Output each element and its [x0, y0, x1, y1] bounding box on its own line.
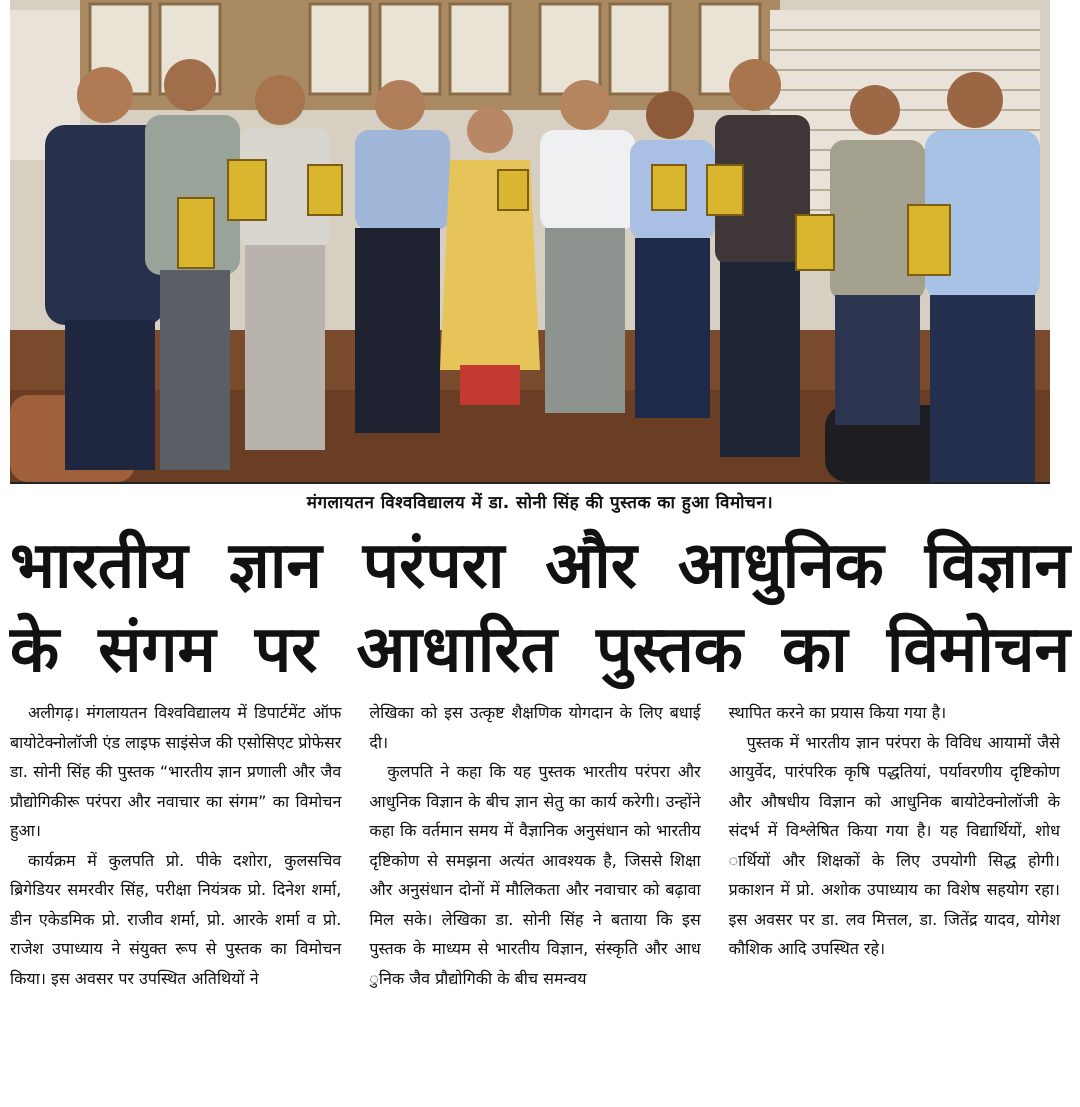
column-3: [729, 698, 1060, 1103]
article-body: [10, 698, 1060, 1103]
paragraph: कार्यक्रम में कुलपति प्रो. पीके दशोरा, कुलसचिव ब्रिगेडियर समरवीर सिंह, परीक्षा नियंत्रक प्रो. दिनेश शर्मा, डीन एकेडमिक प्रो. राजीव शर्मा, प्रो. आरके शर्मा व प्रो. राजेश उपाध्याय ने संयुक्त रूप से पुस्तक का विमोचन किया। इस अवसर पर उपस्थित अतिथियों ने: [10, 850, 342, 988]
paragraph: लेखिका को इस उत्कृष्ट शैक्षणिक योगदान के लिए बधाई दी।: [369, 703, 701, 752]
headline-line-2: के संगम पर आधारित पुस्तक का विमोचन: [10, 613, 1070, 687]
paragraph: कुलपति ने कहा कि यह पुस्तक भारतीय परंपरा और आधुनिक विज्ञान के बीच ज्ञान सेतु का कार्य करेगी। उन्होंने कहा कि वर्तमान समय में वैज्ञानिक अनुसंधान को भारतीय दृष्टिकोण से समझना अत्यंत आवश्यक है, जिससे शिक्षा और अनुसंधान दोनों में मौलिकता और नवाचार को बढ़ावा मिल सके। लेखिका डा. सोनी सिंह ने बताया कि इस पुस्तक के माध्यम से भारतीय विज्ञान, संस्कृति और आध ुनिक जैव प्रौद्योगिकी के बीच समन्वय: [369, 762, 701, 988]
headline: [10, 524, 1070, 692]
paragraph: स्थापित करने का प्रयास किया गया है।: [728, 703, 947, 722]
headline-line-1: भारतीय ज्ञान परंपरा और आधुनिक विज्ञान: [10, 529, 1070, 603]
column-1: [10, 698, 341, 1103]
column-2: [369, 698, 700, 1103]
news-photo: [10, 0, 1050, 484]
photo-caption: मंगलायतन विश्वविद्यालय में डा. सोनी सिंह की पुस्तक का हुआ विमोचन।: [306, 493, 774, 513]
paragraph: अलीगढ़। मंगलायतन विश्वविद्यालय में डिपार्टमेंट ऑफ बायोटेक्नोलॉजी एंड लाइफ साइंसेज की एसोसिएट प्रोफेसर डा. सोनी सिंह की पुस्तक “भारतीय ज्ञान प्रणाली और जैव प्रौद्योगिकीरू परंपरा और नवाचार का संगम” का विमोचन हुआ।: [10, 703, 342, 840]
group-photo-illustration: [10, 0, 1050, 482]
paragraph: पुस्तक में भारतीय ज्ञान परंपरा के विविध आयामों जैसे आयुर्वेद, पारंपरिक कृषि पद्धतियां, पर्यावरणीय दृष्टिकोण और औषधीय विज्ञान को आधुनिक बायोटेक्नोलॉजी के संदर्भ में विश्लेषित किया गया है। यह विद्यार्थियों, शोध ार्थियों और शिक्षकों के लिए उपयोगी सिद्ध होगी। प्रकाशन में प्रो. अशोक उपाध्याय का विशेष सहयोग रहा। इस अवसर पर डा. लव मित्तल, डा. जितेंद्र यादव, योगेश कौशिक आदि उपस्थित रहे।: [728, 732, 1060, 958]
